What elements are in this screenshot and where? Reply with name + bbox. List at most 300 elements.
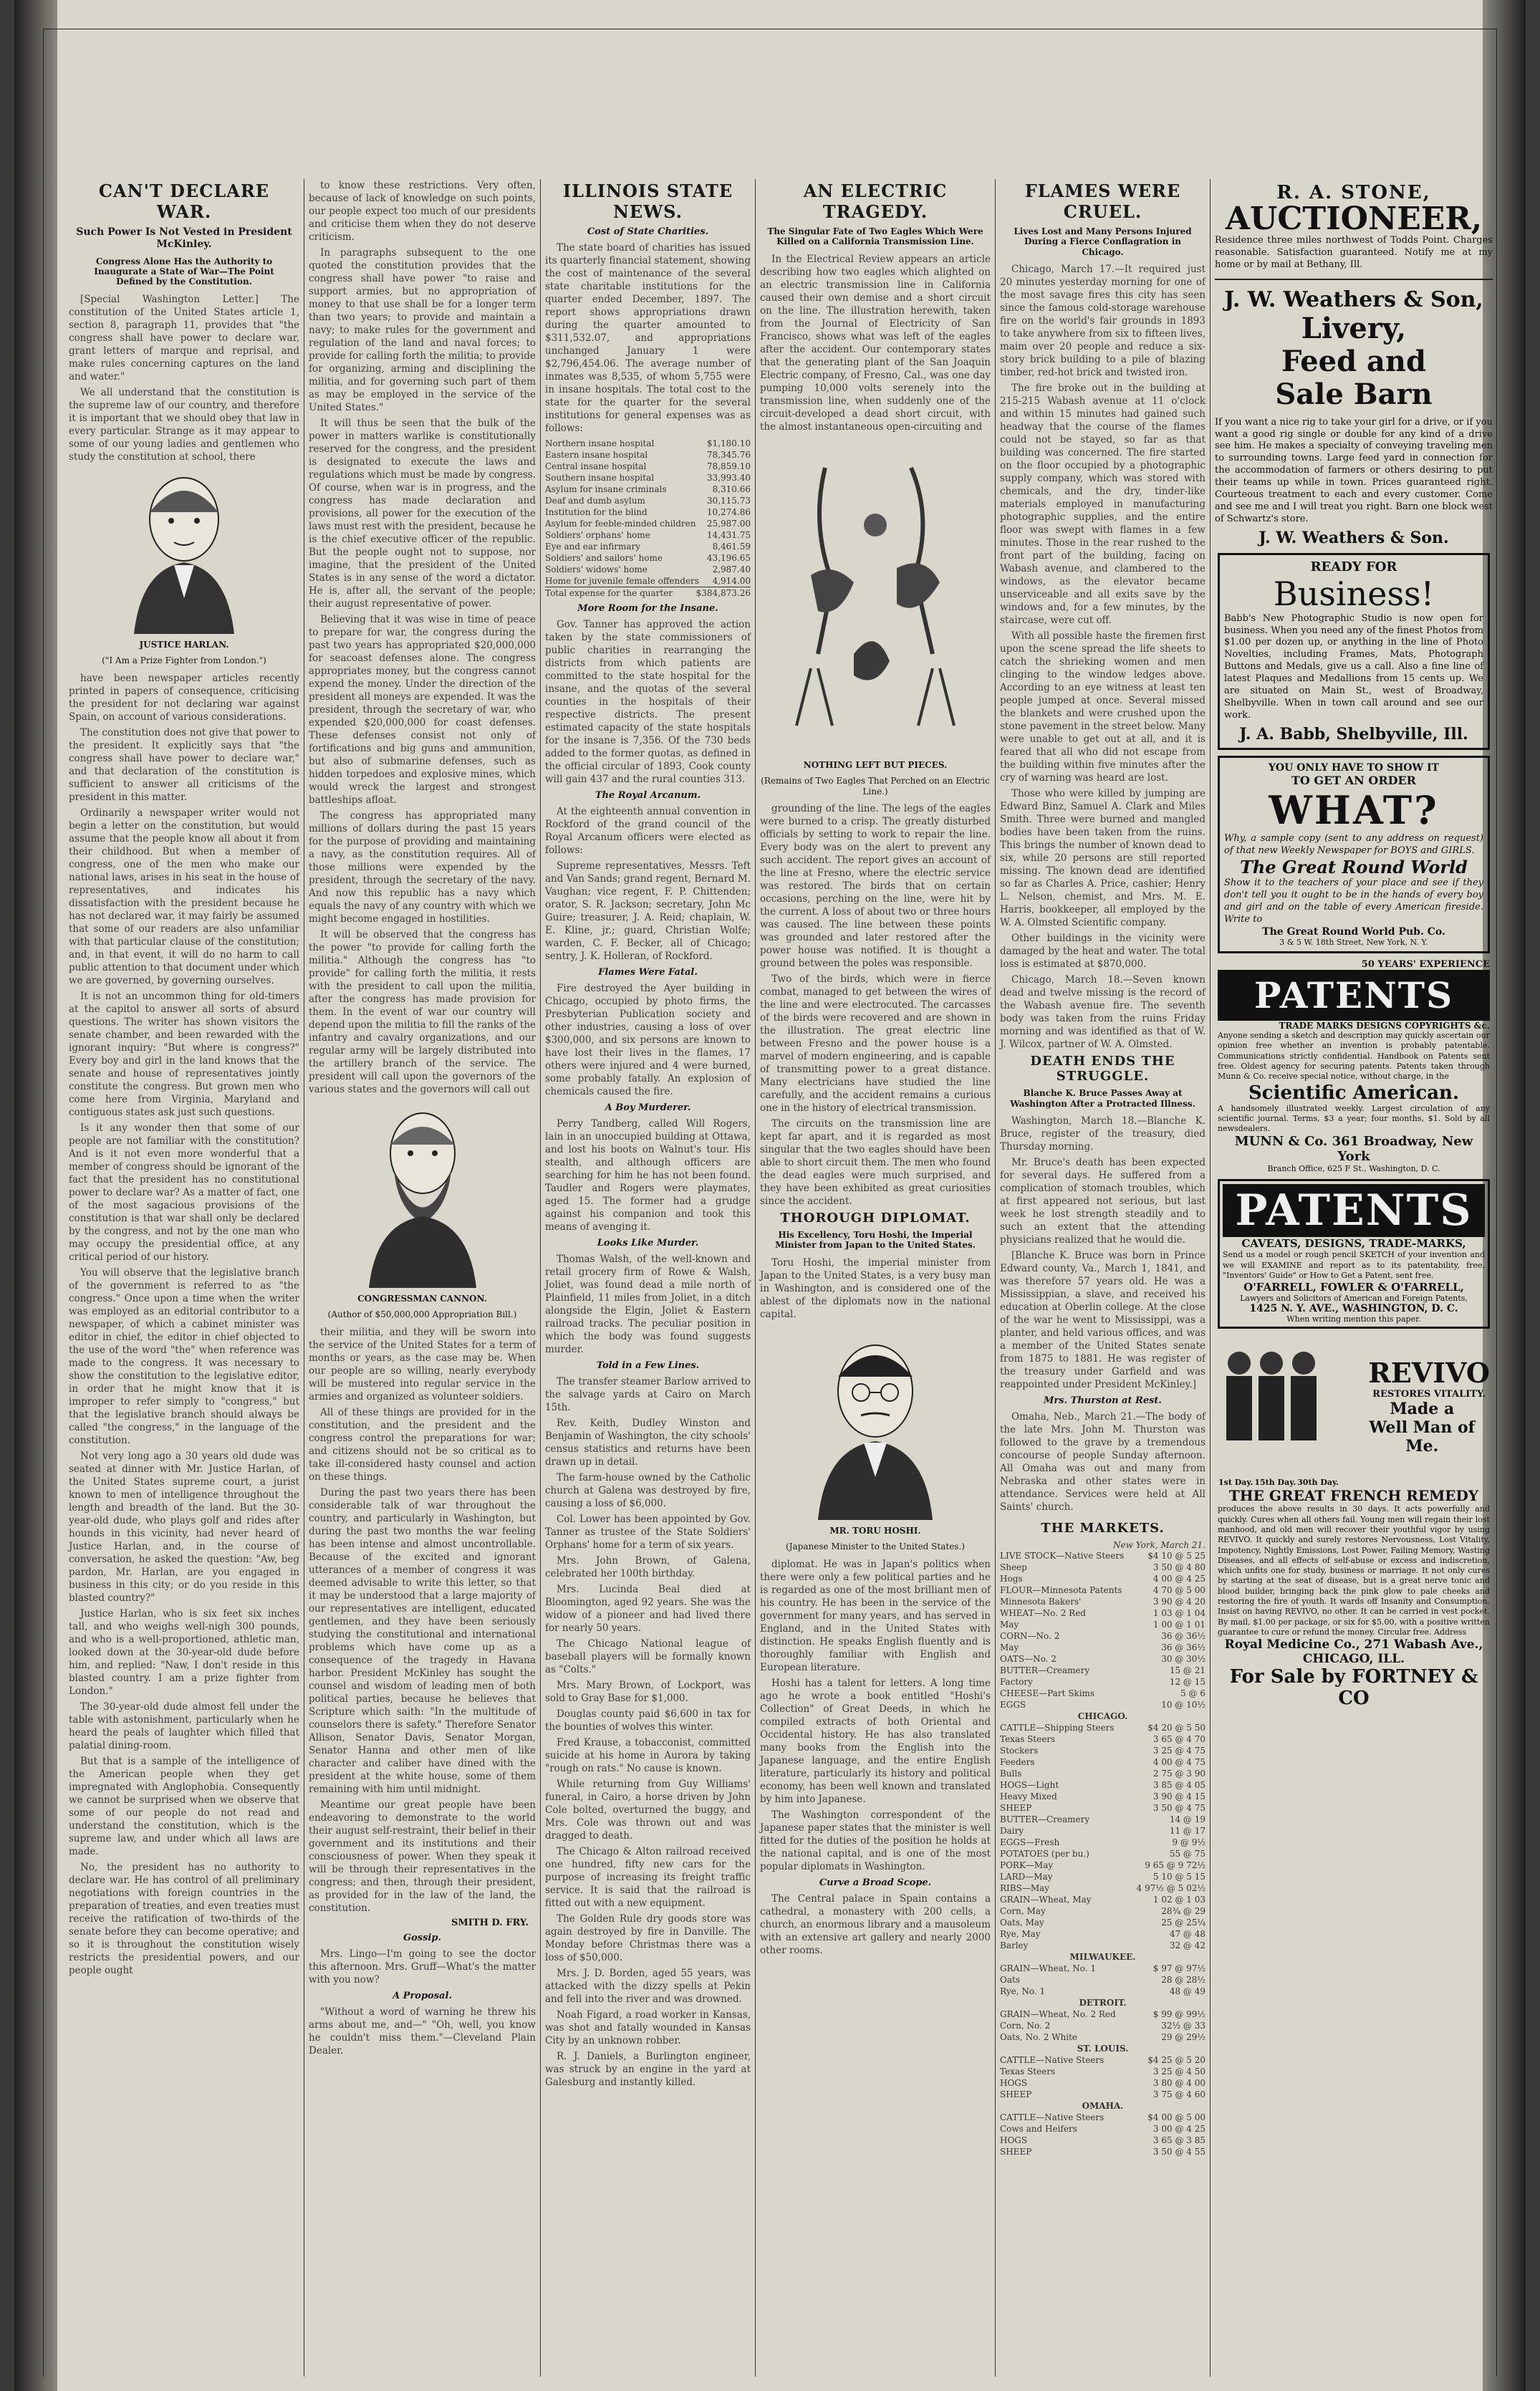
market-row: [1000, 1756, 1205, 1768]
market-item: EGGS—Fresh: [1000, 1837, 1060, 1847]
ad-weathers-name: J. W. Weathers & Son,: [1224, 287, 1483, 312]
market-item: HOGS—Light: [1000, 1779, 1059, 1790]
caption-japanese-minister: (Japanese Minister to the United States.): [786, 1541, 965, 1552]
market-price: 5 10 @ 5 15: [1152, 1871, 1205, 1882]
market-price: 3 50 @ 4 80: [1152, 1562, 1205, 1572]
market-row: [1000, 1688, 1205, 1699]
subhead-gossip: Gossip.: [403, 1932, 441, 1943]
market-row: [1000, 2031, 1205, 2043]
charity-name: Eastern insane hospital: [545, 450, 648, 460]
market-row: [1000, 2054, 1205, 2066]
few-lines-items: [545, 1375, 751, 2089]
ad-patents2-text: Send us a model or rough pencil SKETCH of your invention and we will EXAMINE and report as to its patentability, free. "Inventors' Guide" or How to Get a Patent, sent free.: [1223, 1250, 1485, 1281]
paragraph: At the eighteenth annual convention in Rockford of the grand council of the Royal Arcanum officers were elected as follows:: [545, 806, 751, 856]
news-item: The Golden Rule dry goods store was again destroyed by fire in Danville. The Monday before Christmas there was a loss of $50,000.: [545, 1913, 751, 1963]
paragraph: to know these restrictions. Very often, because of lack of knowledge on such points, our people expect too much of our presidents and criticise them when they do not deserve criticism.: [309, 180, 536, 243]
headline-thorough-diplomat: THOROUGH DIPLOMAT.: [780, 1210, 971, 1226]
ad-what-big: WHAT?: [1269, 786, 1439, 833]
market-row: [1000, 2112, 1205, 2123]
market-price: 12 @ 15: [1169, 1676, 1205, 1687]
market-item: Feeders: [1000, 1756, 1035, 1767]
market-row: [1000, 1802, 1205, 1814]
news-item: Mrs. J. D. Borden, aged 55 years, was attacked with the dizzy spells at Pekin and fell into the river and was drowned.: [545, 1968, 751, 2005]
headline-electric-tragedy: AN ELECTRIC TRAGEDY.: [803, 181, 948, 222]
ad-revivo-title: REVIVO: [1368, 1357, 1490, 1390]
market-row: [1000, 1676, 1205, 1688]
subhead-mrs-thurston: Mrs. Thurston at Rest.: [1044, 1395, 1162, 1406]
subhead-cost-of-state-charities: Cost of State Charities.: [587, 226, 709, 237]
market-row: [1000, 1963, 1205, 1974]
market-row: [1000, 1768, 1205, 1779]
market-row: [1000, 1665, 1205, 1676]
caption-prize-fighter: ("I Am a Prize Fighter from London."): [102, 655, 266, 666]
market-row: [1000, 2008, 1205, 2020]
market-price: 4 00 @ 4 25: [1152, 1573, 1205, 1584]
paragraph: Other buildings in the vicinity were damaged by the heat and water. The total loss is estimated at $870,000.: [1000, 933, 1205, 971]
markets-table: [1000, 1550, 1205, 2157]
ad-munn-address: MUNN & Co. 361 Broadway, New York: [1234, 1134, 1473, 1165]
portrait-congressman-cannon-icon: [340, 1102, 505, 1288]
market-row: [1000, 1791, 1205, 1802]
market-price: $4 20 @ 5 50: [1147, 1722, 1205, 1733]
portrait-toru-hoshi-icon: [789, 1327, 961, 1520]
ad-patents2-word: PATENTS: [1223, 1184, 1485, 1237]
market-item: Oats, No. 2 White: [1000, 2031, 1078, 2042]
deck-lives-lost: Lives Lost and Many Persons Injured During a Fierce Conflagration in Chicago.: [1014, 226, 1192, 257]
market-price: 28¾ @ 29: [1161, 1905, 1205, 1916]
market-item: Texas Steers: [1000, 1733, 1056, 1744]
market-price: 29 @ 29½: [1161, 2031, 1205, 2042]
headline-the-markets: THE MARKETS.: [1041, 1520, 1165, 1536]
market-price: 3 90 @ 4 20: [1152, 1596, 1205, 1607]
news-item: Mrs. John Brown, of Galena, celebrated her 100th birthday.: [545, 1555, 751, 1579]
market-row: [1000, 1630, 1205, 1642]
paragraph: [Special Washington Letter.] The constitution of the United States article 1, section 8, paragraph 11, provides that "the congress shall have power to declare war, grant letters of marque and reprisal, and make rules concerning captures on the land and water.": [69, 293, 299, 383]
paragraph: grounding of the line. The legs of the eagles were burned to a crisp. The greatly disturbed officials by setting to work to repair the line. Every body was on the alert to prevent any such accident. The report gives an account of the line at Fresno, where the electric service was restored. The birds that on certain occasions, perching on the line, were hit by the current. A loss of about two or three hours was caused. The line between these points was grounded and later restored after the power house was notified. It is thought a ground between the poles was responsible.: [760, 802, 991, 969]
market-item: RIBS—May: [1000, 1882, 1050, 1893]
market-item: Corn, No. 2: [1000, 2020, 1051, 2031]
paragraph: We all understand that the constitution is the supreme law of our country, and therefore it is important that we should obey that law in every particular. Strange as it may appear to some of our young ladies and gentlemen who study the constitution at school, there: [69, 386, 299, 463]
revivo-men-illustration-icon: [1218, 1334, 1325, 1478]
market-price: $4 25 @ 5 20: [1147, 2054, 1205, 2065]
market-item: May: [1000, 1642, 1019, 1652]
subhead-told-in-few-lines: Told in a Few Lines.: [596, 1360, 700, 1371]
market-row: [1000, 1573, 1205, 1584]
market-item: OATS—No. 2: [1000, 1653, 1057, 1664]
headline-illinois-state-news: ILLINOIS STATE NEWS.: [562, 181, 733, 222]
market-item: Minnesota Bakers': [1000, 1596, 1082, 1607]
market-item: Corn, May: [1000, 1905, 1046, 1916]
market-price: $4 00 @ 5 00: [1147, 2112, 1205, 2122]
paragraph: Ordinarily a newspaper writer would not begin a letter on the constitution, but would assume that the people know all about it from their childhood. But when a member of congress, one of the men who make our national laws, arises in his seat in the house of representatives, and indicates his dissatisfaction with the president because he has not declared war, it may fairly be assumed that some of our readers are also unfamiliar with that particular clause of the constitution; and, in that event, it will do no harm to call public attention to that document under which we are governed, by governing ourselves.: [69, 807, 299, 986]
market-item: BUTTER—Creamery: [1000, 1814, 1090, 1824]
market-price: $ 99 @ 99½: [1152, 2008, 1205, 2019]
paragraph: Perry Tandberg, called Will Rogers, lain in an unoccupied building at Ottawa, and lost his boots on Walnut's tour. His stealth, and although officers are searching for him he has not been found. Taudler and Rogers were playmates, aged 15. The former had a grudge against his companion and took this means of avenging it.: [545, 1118, 751, 1233]
paragraph: During the past two years there has been considerable talk of war throughout the country, and particularly in Washington, but during the past two months the war feeling has been intense and almost uncontrollable. Because of the excited and ignorant utterances of a member of congress it was deemed advisable to write this letter, so that it may be understood that a large majority of our representatives are intelligent, educated gentlemen, and they have been seriously studying the constitutional and international problems which have come up as a consequence of the tragedy in Havana harbor. President McKinley has sought the counsel and wisdom of leading men of both political parties, because he believes that Scripture which saith: "In the multitude of counselors there is safety." Therefore Senator Allison, Senator Davis, Senator Morgan, Senator Hanna and other men of like character and caliber have dined with the president at the white house, some of them remaining with him until midnight.: [309, 1486, 536, 1795]
charity-name: Deaf and dumb asylum: [545, 496, 645, 506]
signature-smith-d-fry: SMITH D. FRY.: [451, 1917, 529, 1928]
ad-patents2-tag: CAVEATS, DESIGNS, TRADE-MARKS,: [1241, 1237, 1466, 1251]
market-price: 3 85 @ 4 05: [1152, 1779, 1205, 1790]
market-item: Rye, No. 1: [1000, 1986, 1046, 1996]
paragraph: Chicago, March 18.—Seven known dead and twelve missing is the record of the Wabash avenue fire. The seventh body was taken from the ruins Friday morning and was identified as that of W. J. Wilcox, partner of W. A. Olmsted.: [1000, 974, 1205, 1051]
ad-patents1-text2: A handsomely illustrated weekly. Largest circulation of any scientific journal. Terms, $3 a year; four months, $1. Sold by all newsdealers.: [1218, 1103, 1490, 1134]
charity-cost: 78,859.10: [706, 461, 751, 471]
market-price: 3 00 @ 4 25: [1152, 2123, 1205, 2134]
caption-toru-hoshi: MR. TORU HOSHI.: [829, 1525, 921, 1536]
paragraph: Believing that it was wise in time of peace to prepare for war, the congress during the past two years has appropriated $20,000,000 for seacoast defenses alone. The congress appropriates money, but the congress cannot expend the money. Under the direction of the president all moneys are expended. It was the president, through the secretary of war, who expended $20,000,000 for coast defenses. These defenses consist not only of fortifications and big guns and ammunition, but also of submarine defenses, such as hidden torpedoes and explosive mines, which would wreck the largest and strongest battleships afloat.: [309, 614, 536, 806]
market-row: [1000, 1596, 1205, 1607]
news-item: Col. Lower has been appointed by Gov. Tanner as trustee of the State Soldiers' Orphans' home for a term of six years.: [545, 1514, 751, 1551]
market-item: Factory: [1000, 1676, 1033, 1687]
market-price: 4 97½ @ 5 02½: [1136, 1882, 1205, 1893]
market-row: [1000, 2123, 1205, 2135]
market-item: Bulls: [1000, 1768, 1022, 1779]
column-6-ads: [1211, 179, 1497, 2377]
paragraph: It will be observed that the congress has the power "to provide for calling forth the militia." Although the congress has "to provide" for calling forth the militia, it rests with the president to call upon the militia, after the congress has made provision for them. In the event of war our country will depend upon the militia to fill the ranks of the infantry and cavalry organizations, and our regular army will be largely distributed into the artillery branch of the service. The president will call upon the governors of the various states and the governors will call out: [309, 929, 536, 1095]
market-item: LIVE STOCK—Native Steers: [1000, 1550, 1125, 1561]
charity-table-row: [545, 461, 751, 472]
paragraph: With all possible haste the firemen first upon the scene spread the life sheets to catch the shrieking women and men clinging to the window ledges above. According to an eye witness at least ten people jumped at once. Several missed the blankets and were crushed upon the stone pavement in the street below. Many were unable to get out at all, and it is feared that all who did not escape from the building within five minutes after the cry of warning was heard are lost.: [1000, 630, 1205, 784]
ad-patents2-mention: When writing mention this paper.: [1286, 1314, 1421, 1324]
market-item: CATTLE—Native Steers: [1000, 2112, 1105, 2122]
news-item: Noah Figard, a road worker in Kansas, was shot and fatally wounded in Kansas City by an unknown robber.: [545, 2009, 751, 2046]
charity-table-row: [545, 575, 751, 587]
market-price: 3 50 @ 4 75: [1152, 1802, 1205, 1813]
market-city-heading: [1000, 1951, 1205, 1963]
caption-justice-harlan: JUSTICE HARLAN.: [139, 639, 229, 650]
market-city-heading: [1000, 1997, 1205, 2008]
news-item: The Chicago National league of baseball players will be formally known as "Colts.": [545, 1638, 751, 1675]
subhead-flames-were-fatal: Flames Were Fatal.: [598, 967, 698, 978]
ad-ofarrell-patents: [1218, 1179, 1490, 1329]
ad-stone-name: R. A. STONE,: [1276, 182, 1431, 203]
divider: [1215, 279, 1493, 280]
market-item: Texas Steers: [1000, 2066, 1056, 2077]
paragraph: It is not an uncommon thing for old-timers at the capitol to answer all sorts of absurd questions. The writer has shown visitors the senate chamber, and been rewarded with the ignorant inquiry: "But where is congress?" Every boy and girl in the land knows that the senate and house of representatives jointly constitute the congress. But grown men who come here from Virginia, Maryland and contiguous states ask just such questions.: [69, 990, 299, 1118]
market-city-heading: [1000, 1711, 1205, 1722]
ad-revivo-text: produces the above results in 30 days. It acts powerfully and quickly. Cures when all others fail. Young men will regain their lost manhood, and old men will recover their youthful vigor by using REVIVO. It quickly and surely restores Nervousness, Lost Vitality, Impotency, Nightly Emissions, Lost Power, Failing Memory, Wasting Diseases, and all effects of self-abuse or excess and indiscretion, which unfits one for study, business or marriage. It not only cures by starting at the seat of disease, but is a great nerve tonic and blood builder, bringing back the pink glow to pale cheeks and restoring the fire of youth. It wards off Insanity and Consumption. Insist on having REVIVO, no other. It can be carried in vest pocket. By mail, $1.00 per package, or six for $5.00, with a positive written guarantee to cure or refund the money. Circular free. Address: [1218, 1504, 1490, 1637]
ad-revivo-royal: Royal Medicine Co., 271 Wabash Ave., CHICAGO, ILL.: [1224, 1637, 1483, 1667]
paragraph: The 30-year-old dude almost fell under the table with astonishment, particularly when he heard the peals of laughter which filled that palatial dining-room.: [69, 1700, 299, 1751]
market-price: 3 80 @ 4 00: [1152, 2077, 1205, 2088]
market-price: 3 25 @ 4 75: [1152, 1745, 1205, 1756]
market-city-heading: [1000, 2043, 1205, 2054]
charity-cost: $1,180.10: [706, 438, 751, 448]
paragraph: The congress has appropriated many millions of dollars during the past 15 years for the purpose of providing and maintaining a navy, as the constitution requires. All of those millions were expended by the president, through the secretary of the navy. And now this republic has a navy which equals the navy of any country with which we might become engaged in hostilities.: [309, 810, 536, 925]
market-price: 47 @ 48: [1169, 1928, 1205, 1939]
deck-eagles: The Singular Fate of Two Eagles Which Were Killed on a California Transmission Line.: [767, 226, 983, 247]
news-item: Mrs. Mary Brown, of Lockport, was sold to Gray Base for $1,000.: [545, 1680, 751, 1704]
paragraph: No, the president has no authority to declare war. He has control of all preliminary negotiations with foreign countries in the preparation of treaties, and even treaties must receive the ratification of two-thirds of the senate before they can become operative; and so it is throughout the constitution wisely restricts the presidential powers, and our people ought: [69, 1861, 299, 1976]
market-item: BUTTER—Creamery: [1000, 1665, 1090, 1675]
ad-great-round-world: [1218, 756, 1490, 953]
paragraph: Gov. Tanner has approved the action taken by the state commissioners of public charities in rearranging the districts from which patients are committed to the state hospital for the insane, and the quotas of the several counties in the hospitals of their respective districts. The present estimated capacity of the state hospitals for the insane is 7,356. Of the 730 beds added to the former quotas, as defined in the official circular of 1893, Cook county will gain 437 and the rural counties 313.: [545, 619, 751, 785]
charity-cost: 25,987.00: [706, 519, 751, 529]
market-item: Oats, May: [1000, 1917, 1044, 1928]
market-item: May: [1000, 1619, 1019, 1630]
eagle-remains-illustration-icon: [768, 439, 983, 754]
paragraph: Mr. Bruce's death has been expected for several days. He suffered from a complication of stomach troubles, which at first appeared not serious, but last week he lost strength steadily and to such an extent that the attending physicians realized that he would die.: [1000, 1156, 1205, 1246]
market-row: [1000, 1928, 1205, 1940]
ad-weathers-line-2: Feed and: [1281, 344, 1426, 378]
ad-revivo-days: [1218, 1478, 1339, 1487]
paragraph: But that is a sample of the intelligence of the American people when they get impregnated with Anglophobia. Consequently we cannot be surprised when we observe that some of our people do not read and understand the constitution, which is the supreme law, and under which all laws are made.: [69, 1755, 299, 1857]
market-row: [1000, 2089, 1205, 2100]
charity-cost: 30,115.73: [706, 496, 751, 506]
paragraph: The constitution does not give that power to the president. It explicitly says that "the congress shall have power to declare war," and that declaration of the constitution is sufficient to answer all criticisms of the president in this matter.: [69, 726, 299, 803]
ad-weathers-signature: J. W. Weathers & Son.: [1259, 528, 1449, 547]
news-item: The transfer steamer Barlow arrived to the salvage yards at Cairo on March 15th.: [545, 1376, 751, 1413]
charity-name: Home for juvenile female offenders: [545, 576, 699, 586]
charity-table-row: [545, 484, 751, 495]
market-item: ST. LOUIS.: [1077, 2043, 1129, 2054]
portrait-justice-harlan-icon: [105, 469, 263, 634]
market-item: HOGS: [1000, 2135, 1028, 2145]
charity-table-row: [545, 506, 751, 518]
news-item: The farm-house owned by the Catholic church at Galena was destroyed by fire, causing a loss of $6,000.: [545, 1472, 751, 1509]
market-item: CATTLE—Shipping Steers: [1000, 1722, 1115, 1733]
paragraph: Thomas Walsh, of the well-known and retail grocery firm of Rowe & Walsh, Joliet, was found dead a mile north of Plainfield, 11 miles from Joliet, in a ditch alongside the Elgin, Joliet & Eastern railroad tracks. The peculiar position in which the body was found suggests murder.: [545, 1254, 751, 1355]
charity-cost: 33,993.40: [706, 473, 751, 483]
market-item: POTATOES (per bu.): [1000, 1848, 1089, 1859]
market-row: [1000, 1974, 1205, 1986]
market-row: [1000, 1917, 1205, 1928]
market-row: [1000, 1607, 1205, 1619]
market-item: GRAIN—Wheat, No. 1: [1000, 1963, 1097, 1973]
subhead-looks-like-murder: Looks Like Murder.: [597, 1238, 699, 1249]
market-row: [1000, 1894, 1205, 1905]
paragraph: The Washington correspondent of the Japanese paper states that the minister is well fitted for the duties of the position he holds at the national capital, and is one of the most popular diplomats in Washington.: [760, 1809, 991, 1872]
charity-table-row: [545, 529, 751, 541]
market-row: [1000, 1653, 1205, 1665]
revivo-day-1: 1st Day.: [1218, 1478, 1253, 1488]
ad-what-address: 3 & 5 W. 18th Street, New York, N. Y.: [1279, 938, 1428, 948]
market-item: FLOUR—Minnesota Patents: [1000, 1584, 1122, 1595]
market-price: 28 @ 28½: [1161, 1974, 1205, 1985]
ad-patents1-trademarks: TRADE MARKS DESIGNS COPYRIGHTS &c.: [1279, 1021, 1490, 1031]
paragraph: Hoshi has a talent for letters. A long time ago he wrote a book entitled "Hoshi's Collection" of Great Deeds, in which he compiled extracts of both Oriental and Occidental history. He has also translated many books from the English into the Japanese language, and the entire English literature, particularly its history and political economy, has been well known and translated by him into Japanese.: [760, 1677, 991, 1805]
ad-what-signature: The Great Round World Pub. Co.: [1262, 926, 1445, 938]
paragraph: their militia, and they will be sworn into the service of the United States for a term of months or years, as the case may be. When our people are so willing, nearly everybody will be mustered into regular service in the armies and organized as volunteer soldiers.: [309, 1326, 536, 1403]
column-4: [756, 179, 996, 2377]
market-row: [1000, 1699, 1205, 1711]
ad-what-top: YOU ONLY HAVE TO SHOW IT: [1268, 761, 1440, 774]
market-row: [1000, 1745, 1205, 1756]
ad-babb-text: Babb's New Photographic Studio is now open for business. When you need any of the finest Photos from $1.00 per dozen up, or anything in the line of Photo Novelties, including Frames, Mats, Photograph Buttons and Medals, give us a call. Also a fine line of latest Plaques and Medallions from 15 cents up. We are situated on Main St., west of Broadway, Shelbyville. When in town call around and see our work.: [1224, 612, 1483, 721]
paragraph: Toru Hoshi, the imperial minister from Japan to the United States, is a very busy man in Washington, and is considered one of the ablest of the diplomats now in the national capital.: [760, 1256, 991, 1320]
ad-patents2-firm2: Lawyers and Solicitors of American and Foreign Patents,: [1240, 1294, 1468, 1304]
charity-name: Eye and ear infirmary: [545, 542, 640, 552]
ad-revivo: [1218, 1334, 1490, 1709]
headline-flames-were-cruel: FLAMES WERE CRUEL.: [1024, 181, 1181, 222]
ad-what-text2: Show it to the teachers of your place and see if they don't tell you it ought to be in the hands of every boy and girl and on the table of every American fireside. Write to: [1224, 877, 1483, 925]
market-price: 9 @ 9½: [1172, 1837, 1205, 1847]
market-row: [1000, 1860, 1205, 1871]
market-price: 3 75 @ 4 60: [1152, 2089, 1205, 2099]
market-price: 3 65 @ 3 85: [1152, 2135, 1205, 2145]
market-row: [1000, 1562, 1205, 1573]
ad-patents1-text: Anyone sending a sketch and description may quickly ascertain our opinion free whether an invention is probably patentable. Communications strictly confidential. Handbook on Patents sent free. Oldest agency for securing patents. Patents taken through Munn & Co. receive special notice, without charge, in the: [1218, 1031, 1490, 1082]
news-item: Fred Krause, a tobacconist, committed suicide at his home in Aurora by taking "rough on rats." No cause is known.: [545, 1737, 751, 1774]
paragraph: Those who were killed by jumping are Edward Binz, Samuel A. Clark and Miles Smith. Three were burned and mangled bodies have been taken from the ruins. This brings the number of known dead to six, while 20 persons are still reported missing. The known dead are identified so far as Charles A. Price, cashier; Henry L. Nelson, chemist, and Mrs. M. E. Harris, bookkeeper, all employed by the W. A. Olmsted Scientific company.: [1000, 788, 1205, 929]
market-item: OMAHA.: [1082, 2100, 1124, 2111]
paragraph: The circuits on the transmission line are kept far apart, and it is regarded as most singular that the two eagles should have been able to short circuit them. The men who found the dead eagles were much surprised, and they have been exhibited as great curiosities since the accident.: [760, 1117, 991, 1207]
news-item: The Chicago & Alton railroad received one hundred, fifty new cars for the purpose of increasing its freight traffic service. It is said that the railroad is fitted out with a new equipment.: [545, 1846, 751, 1909]
column-2: [304, 179, 541, 2377]
market-price: 36 @ 36½: [1161, 1642, 1205, 1652]
market-item: Cows and Heifers: [1000, 2123, 1077, 2134]
paragraph: Supreme representatives, Messrs. Teft and Van Sands; grand regent, Bernard M. Vaughan; vice regent, F. P. Chittenden; orator, S. R. Jackson; secretary, John Mc Guire; treasurer, J. A. Reid; chaplain, W. E. Kline, jr.; guard, Christian Wolfe; warden, C. F. Becker, all of Chicago; sentry, J. K. Holleran, of Rockford.: [545, 860, 751, 962]
market-price: 4 00 @ 4 75: [1152, 1756, 1205, 1767]
ad-stone-auctioneer: [1215, 182, 1493, 271]
ad-babb-signature: J. A. Babb, Shelbyville, Ill.: [1239, 724, 1468, 744]
market-row: [1000, 1733, 1205, 1745]
market-item: Barley: [1000, 1940, 1029, 1950]
market-price: 5 @ 6: [1180, 1688, 1205, 1698]
market-item: SHEEP: [1000, 2089, 1032, 2099]
market-row: [1000, 1837, 1205, 1848]
market-price: 9 65 @ 9 72½: [1145, 1860, 1205, 1870]
market-item: EGGS: [1000, 1699, 1026, 1710]
revivo-day-15: 15th Day.: [1254, 1478, 1296, 1488]
column-3: [541, 179, 756, 2377]
ad-babb-studio: [1218, 553, 1490, 750]
market-item: Dairy: [1000, 1825, 1024, 1836]
market-row: [1000, 2020, 1205, 2031]
column-5: [996, 179, 1211, 2377]
market-item: GRAIN—Wheat, May: [1000, 1894, 1092, 1905]
market-price: 30 @ 30½: [1161, 1653, 1205, 1664]
market-price: 1 00 @ 1 01: [1152, 1619, 1205, 1630]
paragraph: Not very long ago a 30 years old dude was seated at dinner with Mr. Justice Harlan, of the United States supreme court, a jurist known to men of intelligence throughout the length and breadth of the land. But the 30-year-old dude, who plays golf and rides after hounds in this vicinity, had never heard of Justice Harlan, and, in the course of conversation, he asked the question: "Aw, beg pardon, Mr. Harlan, are you engaged in business in this city; or do you reside in this blasted country?": [69, 1450, 299, 1604]
ad-patents1-years: 50 YEARS' EXPERIENCE: [1361, 959, 1490, 971]
subhead-boy-murderer: A Boy Murderer.: [605, 1102, 691, 1113]
charity-cost: 2,987.40: [712, 564, 751, 574]
ad-patents1-word: PATENTS: [1218, 970, 1490, 1021]
subhead-broad-scope: Curve a Broad Scope.: [819, 1877, 932, 1888]
paragraph: Omaha, Neb., March 21.—The body of the late Mrs. John M. Thurston was followed to the grave by a tremendous concourse of people Sunday afternoon. All Omaha was out and many from Nebraska and other states were in attendance. Services were held at All Saints' church.: [1000, 1410, 1205, 1513]
charity-table-row: [545, 518, 751, 529]
market-price: 32½ @ 33: [1161, 2020, 1205, 2031]
market-row: [1000, 1619, 1205, 1630]
market-item: WHEAT—No. 2 Red: [1000, 1607, 1086, 1618]
market-price: 55 @ 75: [1169, 1848, 1205, 1859]
charity-name: Soldiers' widows' home: [545, 564, 648, 574]
market-row: [1000, 1779, 1205, 1791]
paragraph: In paragraphs subsequent to the one quoted the constitution provides that the congress shall have power "to raise and support armies, but no appropriation of money to that use shall be for a longer term than two years; to provide and maintain a navy; to make rules for the government and regulation of the land and naval forces; to provide for calling forth the militia; to provide for organizing, arming and disciplining the militia, and for governing such part of them as may be employed in the service of the United States.": [309, 247, 536, 413]
paragraph: You will observe that the legislative branch of the government is referred to as "the congress." Once upon a time when the writer was employed as an editorial contributor to a newspaper, of which a cabinet minister was editor in chief, the editor in chief objected to the use of the word "the" when reference was made to the congress. It was necessary to show the constitution to the legislative editor, in order that he might know that it is improper to refer simply to "congress," but that the legislative branch should always be called "the congress," in the language of the constitution.: [69, 1266, 299, 1446]
charity-cost: 8,461.59: [712, 542, 751, 552]
market-item: DETROIT.: [1079, 1997, 1127, 2008]
ad-babb-business: Business!: [1273, 574, 1435, 613]
subdeck-congress: Congress Alone Has the Authority to Inaugurate a State of War—The Point Defined by the Constitution.: [94, 256, 274, 287]
subhead-more-room-insane: More Room for the Insane.: [577, 603, 718, 614]
charity-name: Asylum for feeble-minded children: [545, 519, 696, 529]
market-item: Hogs: [1000, 1573, 1023, 1584]
market-price: 1 02 @ 1 03: [1152, 1894, 1205, 1905]
ad-revivo-sale: For Sale by FORTNEY & CO: [1229, 1666, 1478, 1710]
ad-stone-text: Residence three miles northwest of Todds Point. Charges reasonable. Satisfaction guaranteed. Notify me at my home or by mail at Bethany, Ill.: [1215, 235, 1493, 270]
paragraph: [Blanche K. Bruce was born in Prince Edward county, Va., March 1, 1841, and was therefore 57 years old. He was a Mississippian, a slave, and received his education at Oberlin college. At the close of the war he went to Mississippi, was a planter, and held various offices, and was a member of the United States senate from 1875 to 1881. He was register of the treasury under Garfield and was reappointed under President McKinley.]: [1000, 1249, 1205, 1390]
charity-table-total: [545, 587, 751, 599]
ad-revivo-made: Made a Well Man of Me.: [1369, 1400, 1476, 1456]
charity-name: Institution for the blind: [545, 507, 648, 517]
charity-total-value: $384,873.26: [696, 588, 751, 598]
charity-total-label: Total expense for the quarter: [545, 588, 673, 598]
charity-name: Central insane hospital: [545, 461, 647, 471]
paragraph: have been newspaper articles recently printed in papers of consequence, criticising the president for not declaring war against Spain, on account of various considerations.: [69, 672, 299, 723]
market-price: 3 90 @ 4 15: [1152, 1791, 1205, 1801]
ad-stone-title: AUCTIONEER,: [1225, 201, 1483, 237]
ad-munn-branch: Branch Office, 625 F St., Washington, D. C.: [1267, 1164, 1440, 1174]
paragraph: The state board of charities has issued its quarterly financial statement, showing the cost of maintenance of the several state charitable institutions for the quarter ended December, 1897. The report shows appropriations drawn during the quarter amounted to $311,532.07, and appropriations unchanged January 1 were $2,796,454.06. The average number of inmates was 8,535, of whom 5,755 were in insane hospitals. The total cost to the state for the quarter for the several institutions for general expenses was as follows:: [545, 242, 751, 434]
ad-weathers-text: If you want a nice rig to take your girl for a drive, or if you want a good rig single or double for any kind of a drive see him. He makes a specialty of conveying traveling men to surrounding towns. Large feed yard in connection for the accommodation of farmers or others desiring to put their teams up while in town. Prices guaranteed right. Courteous treatment to each and every customer. Come and see me and I will treat you right. Barn one block west of Schwartz's store.: [1215, 416, 1493, 524]
market-price: 3 65 @ 4 70: [1152, 1733, 1205, 1744]
caption-appropriation-bill: (Author of $50,000,000 Appropriation Bill.): [327, 1309, 517, 1320]
news-item: Rev. Keith, Dudley Winston and Benjamin of Washington, the city schools' census statistics and returns have been drawn up in detail.: [545, 1418, 751, 1468]
charity-table-row: [545, 552, 751, 564]
caption-congressman-cannon: CONGRESSMAN CANNON.: [357, 1294, 487, 1304]
article-body-2b: [309, 1326, 536, 1915]
charity-cost: 4,914.00: [712, 576, 751, 586]
charity-cost: 8,310.66: [712, 484, 751, 494]
charity-cost: 78,345.76: [706, 450, 751, 460]
market-city-heading: [1000, 2100, 1205, 2112]
charity-table-row: [545, 495, 751, 506]
market-item: SHEEP: [1000, 1802, 1032, 1813]
market-row: [1000, 1882, 1205, 1894]
ad-patents2-firm: O'FARRELL, FOWLER & O'FARRELL,: [1243, 1281, 1464, 1294]
market-item: Oats: [1000, 1974, 1020, 1985]
paragraph: Washington, March 18.—Blanche K. Bruce, register of the treasury, died Thursday morning.: [1000, 1115, 1205, 1153]
paragraph: Is it any wonder then that some of our people are not familiar with the constitution? And is it not even more wonderful that a member of congress should be ignorant of the fact that the president has no constitutional power to declare war? As a matter of fact, one of the most sagacious provisions of the constitution is that war shall only be declared by the congress, and not by the one man who may occupy the presidential office, at any critical period of our history.: [69, 1122, 299, 1263]
article-body-2: [309, 179, 536, 1096]
paragraph: diplomat. He was in Japan's politics when there were only a few political parties and he is regarded as one of the most brilliant men of his country. He has been in the service of the government for many years, and has served in England, and in the United States with distinction. He speaks English fluently and is thoroughly familiar with English and European literature.: [760, 1558, 991, 1673]
charity-table-row: [545, 449, 751, 461]
market-item: CORN—No. 2: [1000, 1630, 1060, 1641]
market-price: 25 @ 25¼: [1161, 1917, 1205, 1928]
market-price: 48 @ 49: [1169, 1986, 1205, 1996]
column-1: [64, 179, 304, 2377]
market-item: LARD—May: [1000, 1871, 1053, 1882]
subhead-royal-arcanum: The Royal Arcanum.: [595, 790, 701, 801]
market-item: CATTLE—Native Steers: [1000, 2054, 1105, 2065]
market-row: [1000, 1814, 1205, 1825]
ad-revivo-remedy: THE GREAT FRENCH REMEDY: [1228, 1487, 1479, 1505]
headline-cant-declare-war: CAN'T DECLARE WAR.: [98, 181, 270, 222]
ad-weathers-line-3: Sale Barn: [1275, 377, 1433, 411]
market-row: [1000, 1584, 1205, 1596]
caption-nothing-left: NOTHING LEFT BUT PIECES.: [803, 759, 948, 770]
news-item: Douglas county paid $6,600 in tax for the bounties of wolves this winter.: [545, 1708, 751, 1733]
market-row: [1000, 1871, 1205, 1882]
charity-table-row: [545, 564, 751, 575]
ad-weathers-line-1: Livery,: [1301, 311, 1407, 345]
market-row: [1000, 2077, 1205, 2089]
article-body-1: [69, 293, 299, 463]
market-item: GRAIN—Wheat, No. 2 Red: [1000, 2008, 1116, 2019]
market-price: 14 @ 19: [1169, 1814, 1205, 1824]
ad-babb-ready: READY FOR: [1310, 559, 1397, 574]
charity-expense-table: [545, 438, 751, 599]
paragraph: Chicago, March 17.—It required just 20 minutes yesterday morning for one of the most savage fires this city has seen since the famous cold-storage warehouse fire on the world's fair grounds in 1893 to take anywhere from six to fifteen lives, maim over 20 people and reduce a six-story brick building to a pile of blazing timber, red-hot brick and twisted iron.: [1000, 264, 1205, 379]
paragraph: Two of the birds, which were in fierce combat, managed to get between the wires of the line and were electrocuted. The carcasses of the birds were recovered and are shown in the illustration. The great electric line between Fresno and the power house is a marvel of modern engineering, and is capable of transmitting power to a great distance. Many electricians have studied the line carefully, and the accident remains a curious one in the history of electrical transmission.: [760, 973, 991, 1114]
market-item: SHEEP: [1000, 2146, 1032, 2157]
news-item: While returning from Guy Williams' funeral, in Cairo, a horse driven by John Cole bolted, overturned the buggy, and Mrs. Cole was thrown out and was dragged to death.: [545, 1779, 751, 1842]
paragraph: All of these things are provided for in the constitution, and the president and the congress control the preparations for war; and citizens should not be so critical as to take ill-considered hasty counsel and action on these things.: [309, 1406, 536, 1483]
market-price: 32 @ 42: [1169, 1940, 1205, 1950]
